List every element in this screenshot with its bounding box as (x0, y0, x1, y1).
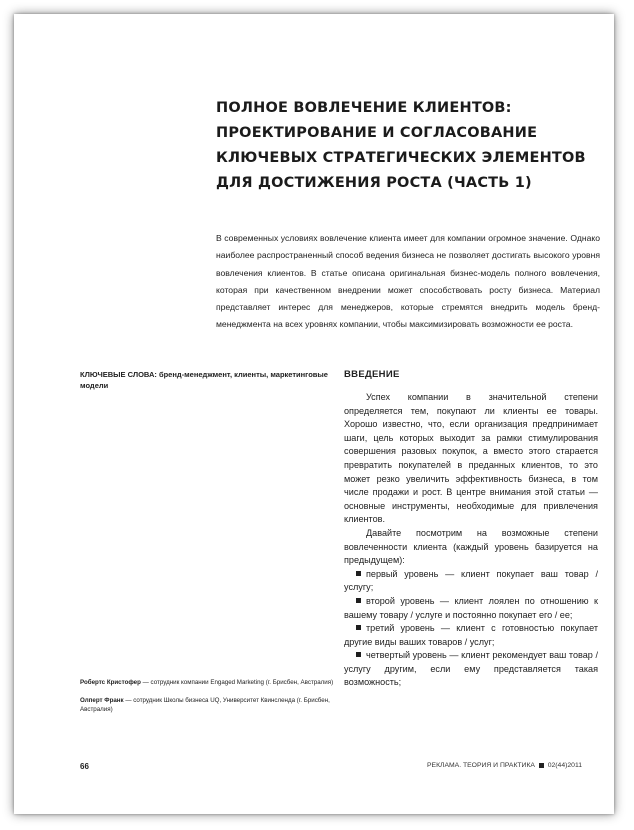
keywords: КЛЮЧЕВЫЕ СЛОВА: бренд-менеджмент, клиенты, маркетинговые модели (80, 370, 328, 390)
page-number: 66 (80, 762, 89, 771)
body-column (344, 391, 598, 690)
author-note (80, 678, 350, 688)
bullet-square-icon (356, 625, 361, 630)
document-page (14, 14, 614, 814)
list-item: первый уровень — клиент покупает ваш товар / услугу; (344, 568, 598, 593)
bullet-square-icon (356, 598, 361, 603)
author-affiliation: — сотрудник Школы бизнеса UQ, Университет Квинсленда (г. Брисбен, Австралия) (80, 696, 330, 713)
list-item: второй уровень — клиент лоялен по отношению к вашему товару / услуге и постоянно покупает его / ее; (344, 595, 598, 620)
list-item: третий уровень — клиент с готовностью покупает другие виды ваших товаров / услуг; (344, 623, 598, 647)
bullet-square-icon (356, 571, 361, 576)
running-footer (427, 762, 582, 769)
section-heading: ВВЕДЕНИЕ (344, 369, 400, 380)
journal-title: РЕКЛАМА. ТЕОРИЯ И ПРАКТИКА (427, 762, 535, 769)
author-name: Олперт Франк (80, 696, 124, 704)
author-notes (80, 678, 350, 723)
author-affiliation: — сотрудник компании Engaged Marketing (г. Брисбен, Австралия) (140, 679, 334, 686)
article-abstract: В современных условиях вовлечение клиента имеет для компании огромное значение. Однако наиболее распространенный способ ведения бизнеса не позволяет достигать высокого уровня вовлечения клиентов. В статье описана оригинальная бизнес-модель полного вовлечения, которая при качественном внедрении может способствовать росту бизнеса. Материал представляет интерес для менеджеров, которые стремятся внедрить модель бренд-менеджмента на всех уровнях компании, чтобы максимизировать возможности ее роста. (216, 233, 600, 330)
author-name: Робертс Кристофер (80, 679, 141, 686)
body-paragraph: Успех компании в значительной степени определяется тем, покупают ли клиенты ее товары. Хорошо известно, что, если организация предпринимает шаги, цель которых выходит за рамки стимулирования совершения разовых покупок, а вместо этого старается превратить покупателей в преданных клиентов, то это может резко увеличить эффективность бизнеса, в том числе продажи и рост. В центре внимания этой статьи — основные инструменты, необходимые для привлечения клиентов. (344, 392, 598, 525)
article-title: ПОЛНОЕ ВОВЛЕЧЕНИЕ КЛИЕНТОВ: ПРОЕКТИРОВАНИЕ И СОГЛАСОВАНИЕ КЛЮЧЕВЫХ СТРАТЕГИЧЕСКИХ ЭЛЕМЕНТОВ ДЛЯ ДОСТИЖЕНИЯ РОСТА (ЧАСТЬ 1) (216, 100, 586, 191)
list-item: четвертый уровень — клиент рекомендует ваш товар / услугу другим, если ему представляется такая возможность; (344, 650, 598, 688)
author-note (80, 696, 350, 715)
bullet-square-icon (356, 652, 361, 657)
body-paragraph: Давайте посмотрим на возможные степени вовлеченности клиента (каждый уровень базируется на предыдущем): (344, 527, 598, 566)
separator-square-icon (539, 763, 544, 768)
journal-issue: 02(44)2011 (547, 762, 582, 769)
